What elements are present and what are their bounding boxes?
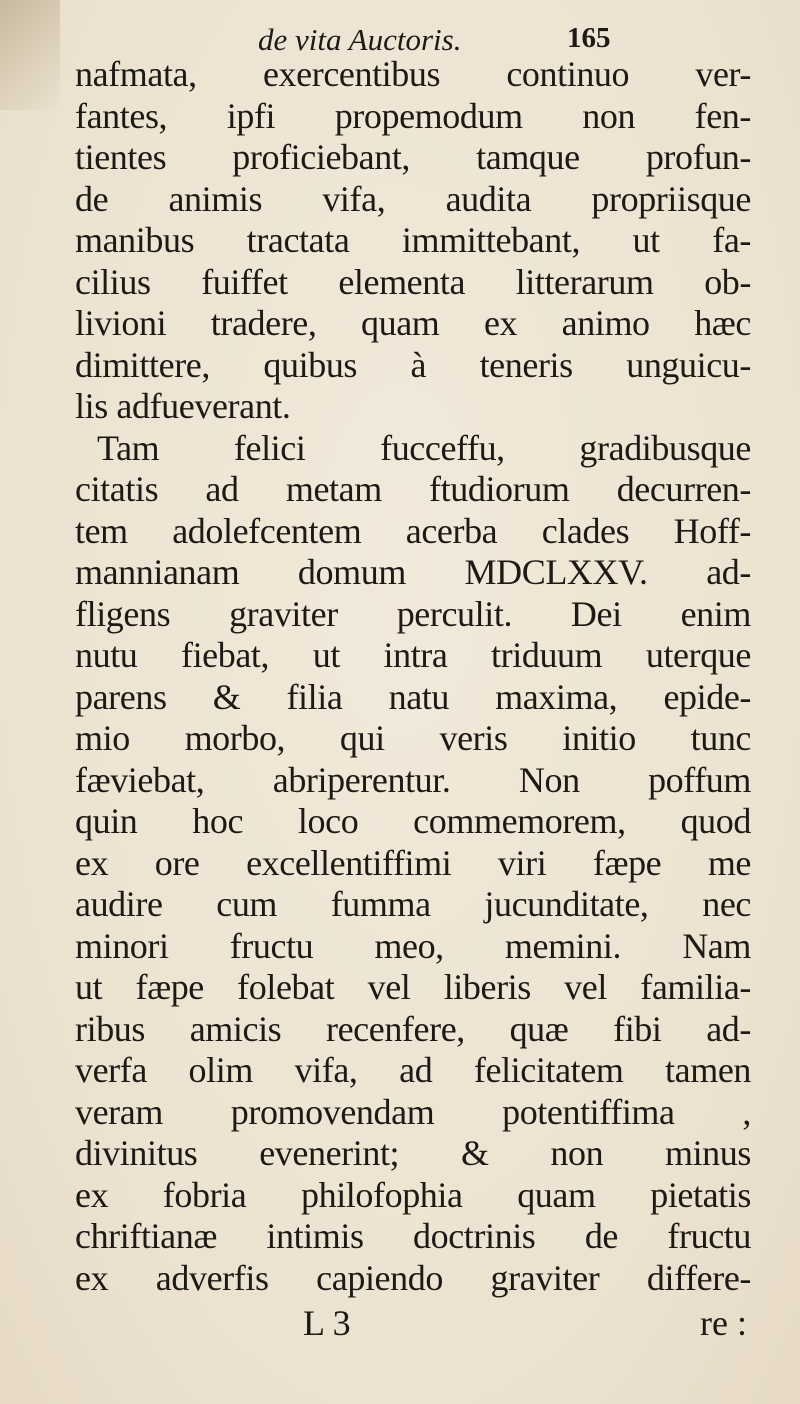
text-line: livioni tradere, quam ex animo hæc	[75, 303, 751, 343]
body-text	[75, 54, 751, 1299]
text-line: nutu fiebat, ut intra triduum uterque	[75, 635, 751, 675]
text-line: ex ore excellentiffimi viri fæpe me	[75, 842, 751, 883]
text-line: verfa olim vifa, ad felicitatem tamen	[75, 1050, 751, 1090]
text-line: tem adolefcentem acerba clades Hoff-	[75, 510, 751, 551]
text-line: tientes proficiebant, tamque profun-	[75, 137, 751, 177]
text-line: fligens graviter perculit. Dei enim	[75, 593, 751, 634]
text-line: ribus amicis recenfere, quæ fibi ad-	[75, 1008, 751, 1049]
text-line: minori fructu meo, memini. Nam	[75, 925, 751, 966]
signature-mark: L 3	[303, 1303, 351, 1343]
page-number: 165	[567, 22, 611, 54]
page-footer	[75, 1302, 751, 1344]
text-line: ut fæpe folebat vel liberis vel familia-	[75, 967, 751, 1007]
text-line: mannianam domum MDCLXXV. ad-	[75, 552, 751, 592]
text-line: fæviebat, abriperentur. Non poffum	[75, 759, 751, 800]
text-line: cilius fuiffet elementa litterarum ob-	[75, 261, 751, 302]
text-line: dimittere, quibus à teneris unguicu-	[75, 344, 751, 385]
text-line: Tam felici fucceffu, gradibusque	[97, 427, 751, 468]
text-line: lis adfueverant.	[75, 386, 291, 426]
text-line: mio morbo, qui veris initio tunc	[75, 718, 751, 758]
text-line: fantes, ipfi propemodum non fen-	[75, 95, 751, 136]
text-line: divinitus evenerint; & non minus	[75, 1133, 751, 1173]
text-line: parens & filia natu maxima, epide-	[75, 676, 751, 717]
running-title: de vita Auctoris.	[258, 22, 462, 57]
page-corner-stain	[0, 0, 60, 110]
text-line: ex adverfis capiendo graviter differe-	[75, 1257, 751, 1298]
text-line: de animis vifa, audita propriisque	[75, 178, 751, 219]
text-line: veram promovendam potentiffima ,	[75, 1091, 751, 1132]
catchword: re :	[700, 1303, 747, 1343]
text-line: audire cum fumma jucunditate, nec	[75, 884, 751, 924]
text-line: citatis ad metam ftudiorum decurren-	[75, 469, 751, 509]
text-line: chriftianæ intimis doctrinis de fructu	[75, 1216, 751, 1256]
text-line: quin hoc loco commemorem, quod	[75, 801, 751, 841]
text-line: nafmata, exercentibus continuo ver-	[75, 54, 751, 94]
text-line: ex fobria philofophia quam pietatis	[75, 1174, 751, 1215]
text-line: manibus tractata immittebant, ut fa-	[75, 220, 751, 260]
